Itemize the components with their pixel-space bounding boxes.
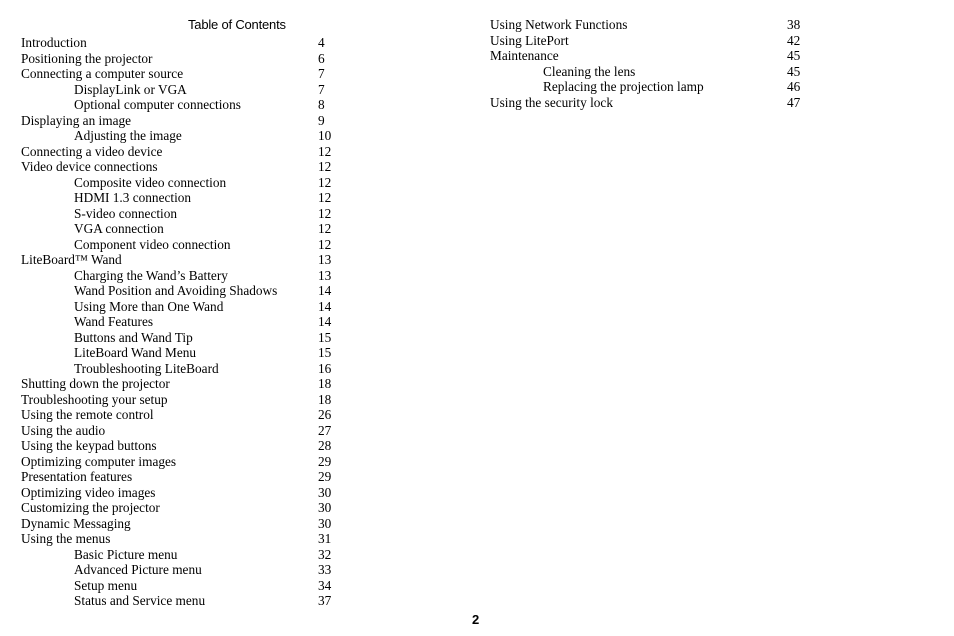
- toc-entry-page: 28: [318, 438, 332, 453]
- toc-entry[interactable]: [21, 283, 341, 299]
- toc-entry-page: 14: [318, 283, 332, 298]
- toc-entry-page: 12: [318, 205, 332, 221]
- toc-entry-label: Video device connections: [21, 159, 158, 174]
- toc-entry[interactable]: [490, 48, 820, 64]
- toc-entry-label: Customizing the projector: [21, 500, 160, 515]
- toc-entry[interactable]: [21, 593, 341, 609]
- toc-entry-page: 30: [318, 500, 332, 515]
- toc-entry-page: 26: [318, 407, 332, 422]
- toc-entry[interactable]: [21, 345, 341, 361]
- toc-entry-page: 13: [318, 267, 332, 283]
- toc-entry-page: 8: [318, 97, 325, 112]
- toc-entry-label: Component video connection: [74, 236, 231, 252]
- toc-entry-label: Cleaning the lens: [543, 63, 636, 79]
- toc-entry-label: HDMI 1.3 connection: [74, 190, 192, 205]
- toc-entry[interactable]: [21, 392, 341, 408]
- toc-entry-page: 46: [787, 79, 801, 94]
- toc-entry[interactable]: [21, 562, 341, 578]
- toc-entry-label: LiteBoard™ Wand: [21, 252, 122, 267]
- toc-entry[interactable]: [21, 51, 341, 67]
- toc-entry-page: 42: [787, 32, 801, 48]
- toc-entry-page: 13: [318, 252, 332, 267]
- toc-entry[interactable]: [21, 175, 341, 191]
- toc-entry-label: Connecting a video device: [21, 143, 163, 159]
- toc-entry-label: Positioning the projector: [21, 50, 153, 66]
- toc-entry-label: Wand Features: [74, 314, 154, 329]
- toc-entry[interactable]: [21, 35, 341, 51]
- toc-entry-page: 12: [318, 190, 332, 205]
- toc-entry[interactable]: [21, 423, 341, 439]
- toc-entry-page: 18: [318, 376, 332, 391]
- toc-entry[interactable]: [21, 113, 341, 129]
- toc-entry[interactable]: [490, 33, 820, 49]
- toc-entry-page: 7: [318, 81, 325, 97]
- toc-entry[interactable]: [21, 578, 341, 594]
- toc-entry-page: 45: [787, 63, 801, 79]
- toc-entry-page: 29: [318, 453, 332, 469]
- toc-entry[interactable]: [21, 268, 341, 284]
- toc-title: Table of Contents: [188, 17, 286, 32]
- toc-entry[interactable]: [21, 407, 341, 423]
- toc-entry-label: Using LitePort: [490, 32, 569, 48]
- toc-entry-label: Optimizing video images: [21, 484, 156, 500]
- toc-entry-page: 45: [787, 48, 801, 63]
- toc-entry[interactable]: [21, 330, 341, 346]
- toc-entry-label: Optimizing computer images: [21, 453, 177, 469]
- toc-right-column: [490, 17, 820, 110]
- toc-entry-page: 12: [318, 174, 332, 190]
- toc-entry[interactable]: [21, 144, 341, 160]
- toc-entry[interactable]: [21, 516, 341, 532]
- toc-entry[interactable]: [490, 95, 820, 111]
- toc-entry-label: Composite video connection: [74, 174, 227, 190]
- toc-entry-page: 32: [318, 546, 332, 562]
- toc-entry-label: Wand Position and Avoiding Shadows: [74, 283, 278, 298]
- toc-entry-label: Basic Picture menu: [74, 546, 178, 562]
- toc-entry-page: 6: [318, 50, 325, 66]
- toc-entry[interactable]: [490, 64, 820, 80]
- toc-entry-label: Using the security lock: [490, 94, 613, 110]
- toc-entry-label: Buttons and Wand Tip: [74, 329, 193, 345]
- toc-entry-label: Maintenance: [490, 48, 559, 63]
- toc-left-column: [21, 35, 341, 609]
- toc-entry[interactable]: [21, 547, 341, 563]
- toc-entry-label: Introduction: [21, 35, 87, 50]
- toc-entry-page: 14: [318, 314, 332, 329]
- toc-entry-label: Using the audio: [21, 422, 106, 438]
- toc-entry-label: DisplayLink or VGA: [74, 81, 187, 97]
- toc-entry-page: 47: [787, 94, 801, 110]
- toc-entry-label: LiteBoard Wand Menu: [74, 345, 197, 360]
- toc-entry-page: 12: [318, 143, 332, 159]
- toc-entry-label: Using Network Functions: [490, 17, 628, 32]
- toc-entry-label: Troubleshooting your setup: [21, 391, 168, 407]
- toc-entry-label: Setup menu: [74, 577, 138, 593]
- toc-entry-page: 15: [318, 329, 332, 345]
- toc-entry-label: Optional computer connections: [74, 97, 241, 112]
- toc-entry-label: Using the keypad buttons: [21, 438, 157, 453]
- toc-entry[interactable]: [21, 299, 341, 315]
- toc-entry-page: 34: [318, 577, 332, 593]
- toc-entry-page: 30: [318, 484, 332, 500]
- toc-entry-label: Dynamic Messaging: [21, 515, 131, 531]
- toc-entry[interactable]: [21, 252, 341, 268]
- toc-entry-label: Charging the Wand’s Battery: [74, 267, 228, 283]
- toc-entry-label: Advanced Picture menu: [74, 562, 202, 577]
- toc-entry-page: 38: [787, 17, 801, 32]
- toc-entry[interactable]: [21, 159, 341, 175]
- toc-entry-page: 30: [318, 515, 332, 531]
- toc-entry[interactable]: [21, 361, 341, 377]
- toc-entry-page: 15: [318, 345, 332, 360]
- toc-entry-page: 16: [318, 360, 332, 376]
- toc-entry-page: 12: [318, 159, 332, 174]
- toc-entry-label: Connecting a computer source: [21, 66, 184, 81]
- toc-entry-label: Shutting down the projector: [21, 376, 170, 391]
- toc-entry-label: Status and Service menu: [74, 593, 206, 608]
- toc-entry-page: 27: [318, 422, 332, 438]
- toc-entry-label: Using the menus: [21, 531, 111, 546]
- toc-entry[interactable]: [21, 454, 341, 470]
- toc-entry[interactable]: [21, 500, 341, 516]
- toc-entry-label: Displaying an image: [21, 112, 132, 128]
- toc-entry-page: 29: [318, 469, 332, 484]
- toc-entry[interactable]: [490, 17, 820, 33]
- toc-entry-page: 31: [318, 531, 332, 546]
- toc-entry-label: Replacing the projection lamp: [543, 79, 704, 94]
- toc-entry-label: S-video connection: [74, 205, 178, 221]
- toc-entry[interactable]: [21, 82, 341, 98]
- toc-entry[interactable]: [21, 314, 341, 330]
- toc-entry-label: VGA connection: [74, 221, 164, 236]
- toc-entry-page: 9: [318, 112, 325, 128]
- toc-entry[interactable]: [21, 128, 341, 144]
- toc-entry-page: 18: [318, 391, 332, 407]
- toc-entry[interactable]: [21, 221, 341, 237]
- toc-entry[interactable]: [21, 438, 341, 454]
- toc-entry[interactable]: [21, 531, 341, 547]
- toc-entry-page: 14: [318, 298, 332, 314]
- toc-entry[interactable]: [21, 469, 341, 485]
- toc-entry[interactable]: [21, 485, 341, 501]
- toc-entry-label: Adjusting the image: [74, 128, 182, 143]
- toc-entry[interactable]: [21, 376, 341, 392]
- toc-entry-page: 12: [318, 236, 332, 252]
- toc-entry-page: 37: [318, 593, 332, 608]
- toc-entry[interactable]: [21, 66, 341, 82]
- toc-entry-label: Troubleshooting LiteBoard: [74, 360, 219, 376]
- toc-entry[interactable]: [21, 206, 341, 222]
- toc-entry[interactable]: [490, 79, 820, 95]
- toc-entry[interactable]: [21, 97, 341, 113]
- toc-entry-page: 4: [318, 35, 325, 50]
- toc-entry-label: Using More than One Wand: [74, 298, 224, 314]
- toc-entry-label: Presentation features: [21, 469, 133, 484]
- toc-entry-page: 10: [318, 128, 332, 143]
- toc-entry-page: 12: [318, 221, 332, 236]
- toc-entry-page: 7: [318, 66, 325, 81]
- toc-entry[interactable]: [21, 190, 341, 206]
- page-number: 2: [472, 612, 480, 627]
- toc-entry[interactable]: [21, 237, 341, 253]
- toc-entry-page: 33: [318, 562, 332, 577]
- toc-entry-label: Using the remote control: [21, 407, 154, 422]
